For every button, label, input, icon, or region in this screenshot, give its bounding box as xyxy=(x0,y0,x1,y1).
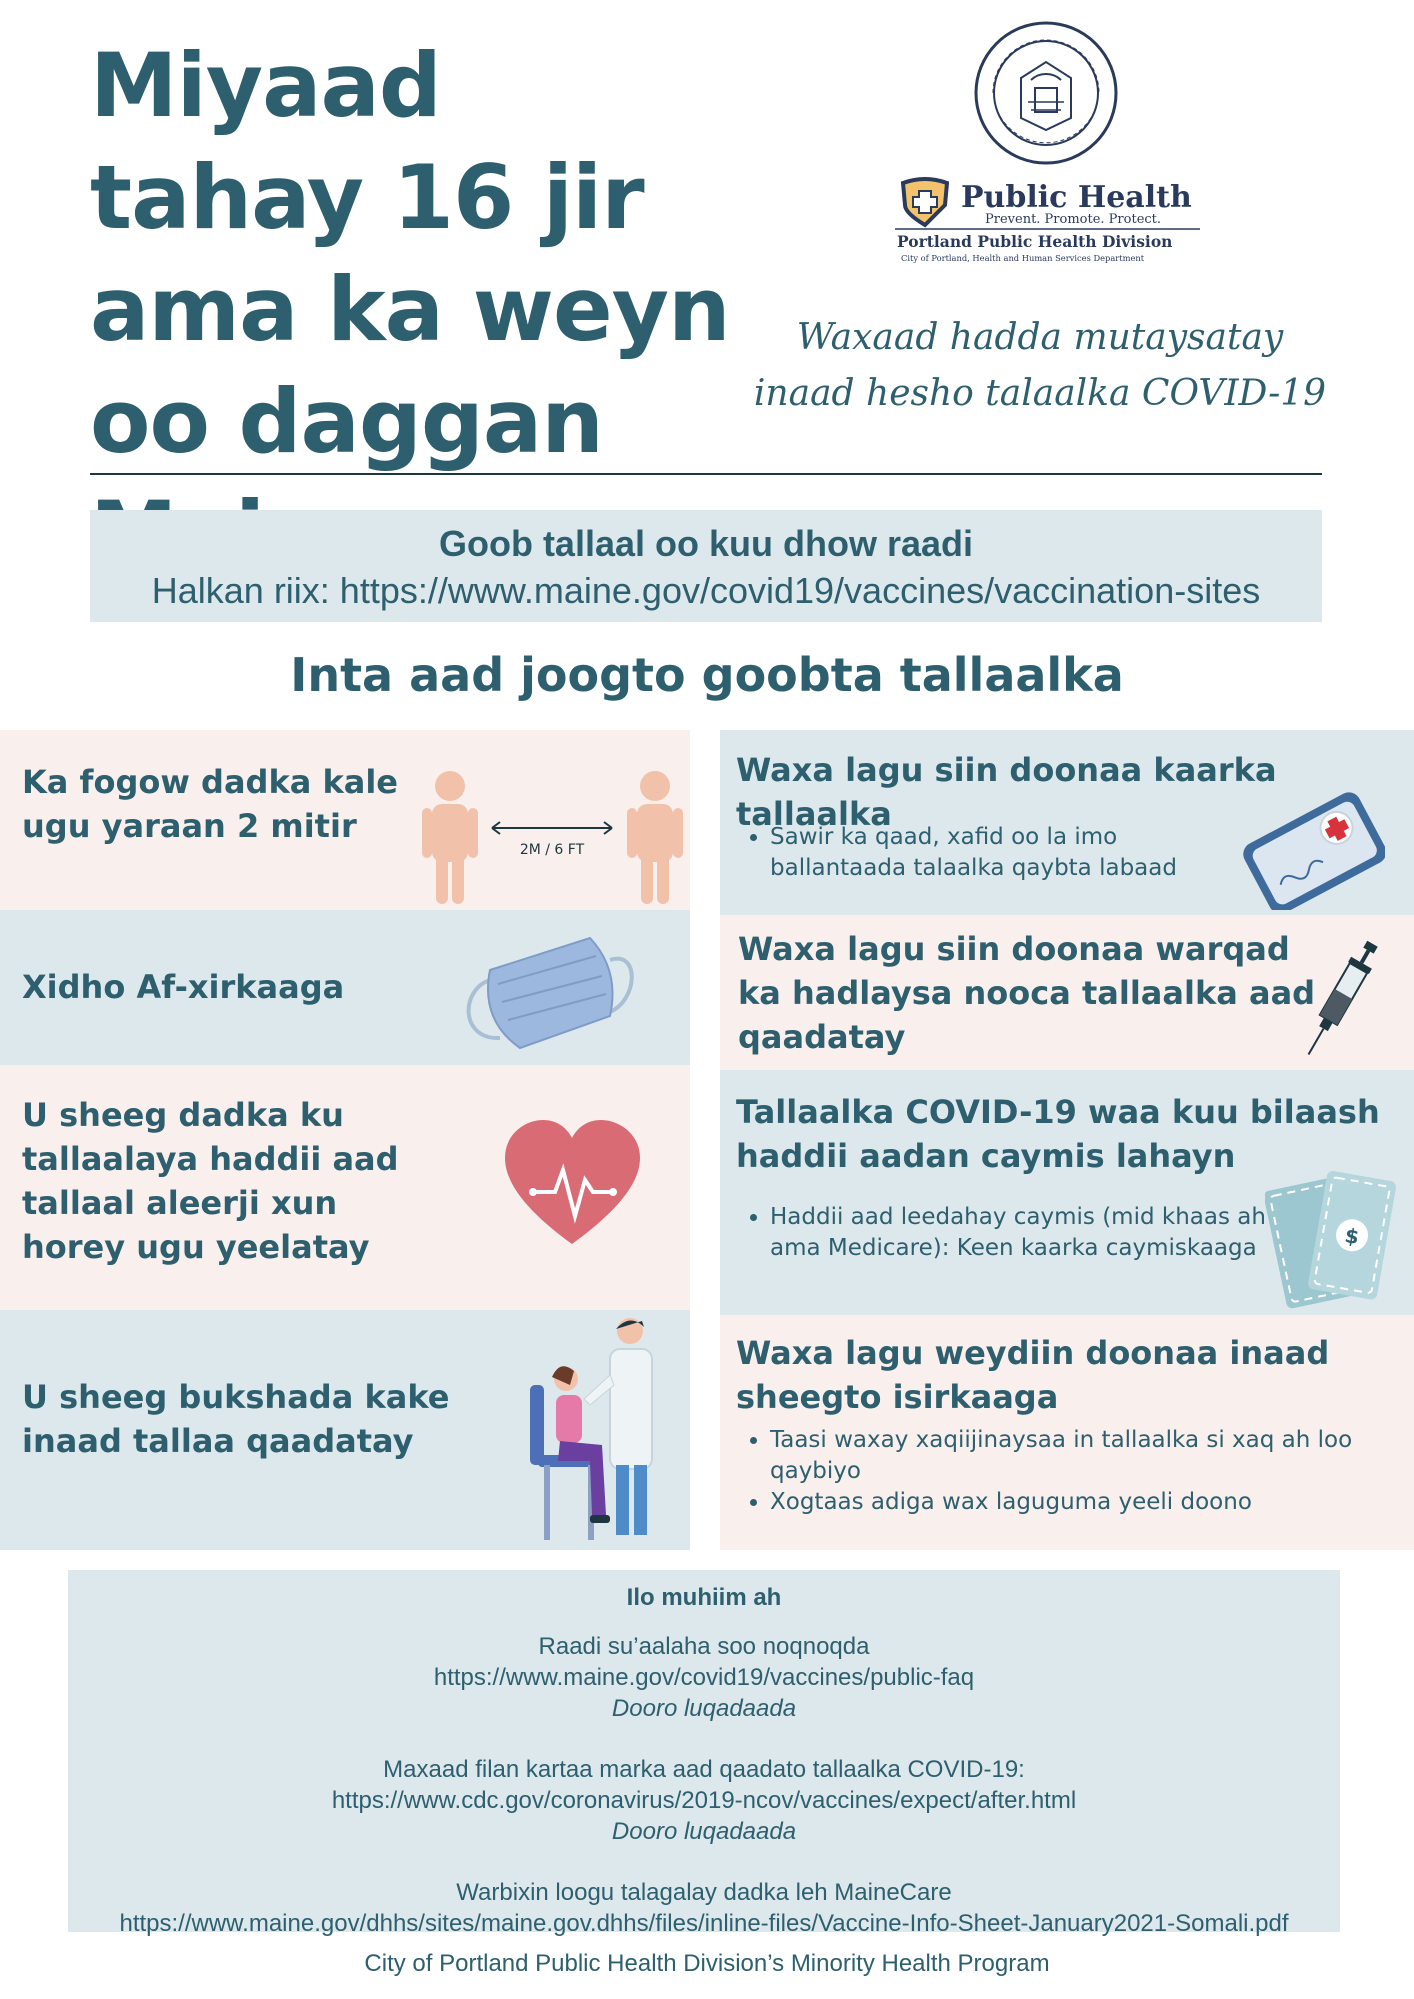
race-bullets xyxy=(736,1425,1414,1518)
resource-label: Maxaad filan kartaa marka aad qaadato tallaalka COVID-19: xyxy=(383,1756,1025,1783)
vaccine-card-icon xyxy=(1240,790,1385,910)
resource-faq xyxy=(68,1631,1340,1724)
resource-language-note[interactable]: Dooro luqadaada xyxy=(611,1818,797,1845)
resource-link[interactable]: https://www.cdc.gov/coronavirus/2019-ncov/vaccines/expect/after.html xyxy=(331,1787,1077,1814)
heart-icon xyxy=(505,1120,640,1250)
header-divider xyxy=(90,473,1322,475)
svg-text:$: $ xyxy=(1342,1223,1361,1250)
resource-label: Raadi su’aalaha soo noqnoqda xyxy=(538,1633,870,1660)
resource-after-vaccine xyxy=(68,1754,1340,1847)
card-bullet: • Sawir ka qaad, xafid oo la imo ballantaada talaalka qaybta labaad xyxy=(770,822,1210,884)
paper-title: Waxa lagu siin doonaa warqad ka hadlaysa nooca tallaalka aad qaadatay xyxy=(738,930,1316,1056)
free-bullets xyxy=(736,1202,1270,1264)
logo-department: City of Portland, Health and Human Services Department xyxy=(901,253,1145,263)
syringe-icon xyxy=(1300,935,1380,1065)
city-seal-icon xyxy=(973,20,1119,166)
find-site-box xyxy=(90,510,1322,622)
mask-text: Xidho Af-xirkaaga xyxy=(22,968,345,1006)
find-site-link[interactable]: Halkan riix: https://www.maine.gov/covid19/vaccines/vaccination-sites xyxy=(151,570,1261,611)
free-bullet: • Haddii aad leedahay caymis (mid khaas ah ama Medicare): Keen kaarka caymiskaaga xyxy=(770,1202,1270,1264)
distance-panel xyxy=(0,730,690,910)
race-panel xyxy=(720,1315,1414,1550)
footer: City of Portland Public Health Division’s Minority Health Program xyxy=(364,1950,1050,1977)
resource-language-note[interactable]: Dooro luqadaada xyxy=(611,1695,797,1722)
card-bullets xyxy=(736,822,1210,884)
resource-mainecare xyxy=(68,1877,1340,1939)
race-bullet: • Taasi waxay xaqiijinaysaa in tallaalka si xaq ah loo qaybiyo xyxy=(770,1425,1414,1487)
allergy-panel xyxy=(0,1065,690,1310)
logo-motto: Prevent. Promote. Protect. xyxy=(985,212,1162,227)
logo-name: Public Health xyxy=(961,180,1192,215)
tagline-line-2: inaad hesho talaalka COVID-19 xyxy=(753,373,1327,414)
free-panel xyxy=(720,1070,1414,1315)
social-distance-icon xyxy=(420,766,685,906)
tagline xyxy=(740,310,1340,422)
distance-label: 2M / 6 FT xyxy=(519,842,585,858)
paper-panel xyxy=(720,915,1414,1070)
allergy-text: U sheeg dadka ku tallaalaya haddii aad tallaal aleerji xun horey ugu yeelatay xyxy=(22,1096,399,1266)
page-title: Miyaad tahay 16 jir ama ka weyn oo daggan xyxy=(90,34,730,473)
tagline-line-1: Waxaad hadda mutaysatay xyxy=(796,317,1284,358)
race-title: Waxa lagu weydiin doonaa inaad sheegto isirkaaga xyxy=(736,1334,1330,1416)
arm-text: U sheeg bukshada kake inaad tallaa qaadatay xyxy=(22,1378,450,1460)
resources-box xyxy=(68,1570,1340,1937)
resource-label: Warbixin loogu talagalay dadka leh MaineCare xyxy=(456,1879,952,1906)
free-title: Tallaalka COVID-19 waa kuu bilaash haddii aadan caymis lahayn xyxy=(736,1093,1380,1175)
logo-division: Portland Public Health Division xyxy=(897,232,1173,251)
public-health-logo xyxy=(895,175,1200,265)
resource-link[interactable]: https://www.maine.gov/covid19/vaccines/public-faq xyxy=(433,1664,975,1691)
find-site-title: Goob tallaal oo kuu dhow raadi xyxy=(438,523,974,564)
resource-link[interactable]: https://www.maine.gov/dhhs/sites/maine.gov.dhhs/files/inline-files/Vaccine-Info-Sheet-January2021-Somali.pdf xyxy=(119,1910,1289,1937)
resources-title: Ilo muhiim ah xyxy=(626,1584,782,1611)
face-mask-icon xyxy=(460,920,635,1060)
section-title: Inta aad joogto goobta tallaalka xyxy=(290,648,1124,702)
card-title: Waxa lagu siin doonaa kaarka tallaalka xyxy=(736,751,1277,833)
arm-panel xyxy=(0,1310,690,1550)
race-bullet: • Xogtaas adiga wax laguguma yeeli doono xyxy=(770,1487,1414,1518)
money-icon xyxy=(1265,1160,1400,1310)
distance-text: Ka fogow dadka kale ugu yaraan 2 mitir xyxy=(22,763,398,845)
doctor-patient-icon xyxy=(530,1315,680,1545)
mask-panel xyxy=(0,910,690,1065)
card-panel xyxy=(720,730,1414,915)
